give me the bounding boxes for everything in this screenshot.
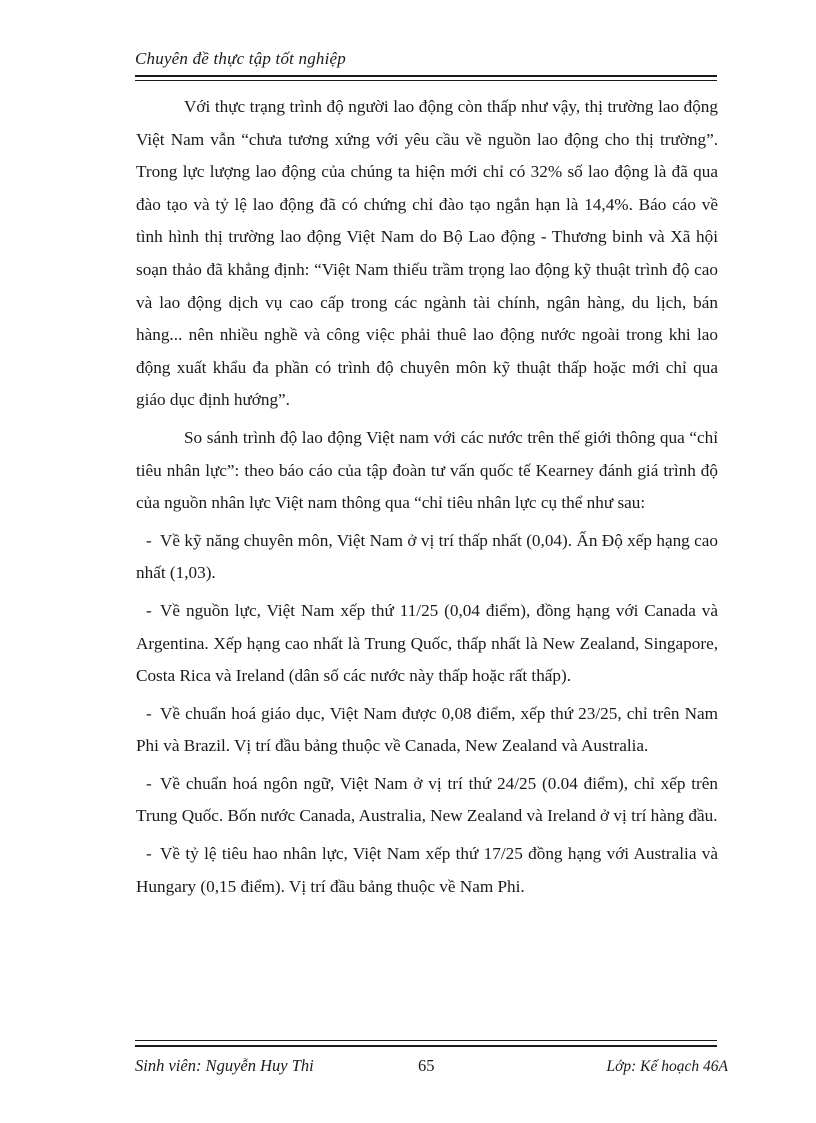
bullet-text: Về nguồn lực, Việt Nam xếp thứ 11/25 (0,04 điểm), đồng hạng với Canada và Argentina. Xếp hạng cao nhất là Trung Quốc, thấp nhất là New Zealand, Singapore, Costa Rica và Ireland (dân số các nước này thấp hoặc rất thấp). (136, 600, 718, 686)
document-body (136, 91, 718, 903)
bullet-marker: - (146, 703, 152, 723)
bullet-text: Về chuẩn hoá ngôn ngữ, Việt Nam ở vị trí thứ 24/25 (0.04 điểm), chỉ xếp trên Trung Quốc. Bốn nước Canada, Australia, New Zealand và Ireland ở vị trí hàng đầu. (136, 773, 718, 826)
bullet-marker: - (146, 600, 152, 620)
bullet-item (136, 838, 718, 903)
paragraph: Với thực trạng trình độ người lao động còn thấp như vậy, thị trường lao động Việt Nam vẫn “chưa tương xứng với yêu cầu về nguồn lao động cho thị trường”. Trong lực lượng lao động của chúng ta hiện mới chỉ có 32% số lao động là đã qua đào tạo và tỷ lệ lao động đã có chứng chỉ đào tạo ngắn hạn là 14,4%. Báo cáo về tình hình thị trường lao động Việt Nam do Bộ Lao động - Thương binh và Xã hội soạn thảo đã khẳng định: “Việt Nam thiếu trầm trọng lao động kỹ thuật trình độ cao và lao động dịch vụ cao cấp trong các ngành tài chính, ngân hàng, du lịch, bán hàng... nên nhiều nghề và công việc phải thuê lao động nước ngoài trong khi lao động xuất khẩu đa phần có trình độ chuyên môn kỹ thuật thấp hoặc mới chỉ qua giáo dục định hướng”. (136, 97, 718, 410)
bullet-text: Về chuẩn hoá giáo dục, Việt Nam được 0,08 điểm, xếp thứ 23/25, chỉ trên Nam Phi và Brazil. Vị trí đầu bảng thuộc về Canada, New Zealand và Australia. (136, 703, 718, 756)
header-rule-top (135, 75, 717, 77)
bullet-item (136, 595, 718, 693)
bullet-text: Về kỹ năng chuyên môn, Việt Nam ở vị trí thấp nhất (0,04). Ấn Độ xếp hạng cao nhất (1,03). (136, 530, 718, 583)
page-header-title: Chuyên đề thực tập tốt nghiệp (135, 49, 347, 68)
bullet-item (136, 698, 718, 763)
bullet-text: Về tỷ lệ tiêu hao nhân lực, Việt Nam xếp thứ 17/25 đồng hạng với Australia và Hungary (0,15 điểm). Vị trí đầu bảng thuộc về Nam Phi. (136, 844, 718, 896)
header-rule-bottom (135, 80, 717, 81)
bullet-item (136, 525, 718, 590)
footer-rule-top (135, 1040, 717, 1041)
paragraph: So sánh trình độ lao động Việt nam với các nước trên thế giới thông qua “chỉ tiêu nhân lực”: theo báo cáo của tập đoàn tư vấn quốc tế Kearney đánh giá trình độ của nguồn nhân lực Việt nam thông qua “chỉ tiêu nhân lực cụ thể như sau: (136, 427, 718, 513)
page-number: 65 (418, 1056, 435, 1075)
footer-class-label: Lớp: Kế hoạch 46A (606, 1058, 728, 1075)
bullet-marker: - (146, 773, 152, 793)
bullet-marker: - (146, 530, 152, 550)
footer-rule-bottom (135, 1045, 717, 1047)
bullet-item (136, 768, 718, 833)
bullet-marker: - (146, 844, 152, 864)
footer-student-name: Sinh viên: Nguyễn Huy Thi (135, 1056, 314, 1075)
